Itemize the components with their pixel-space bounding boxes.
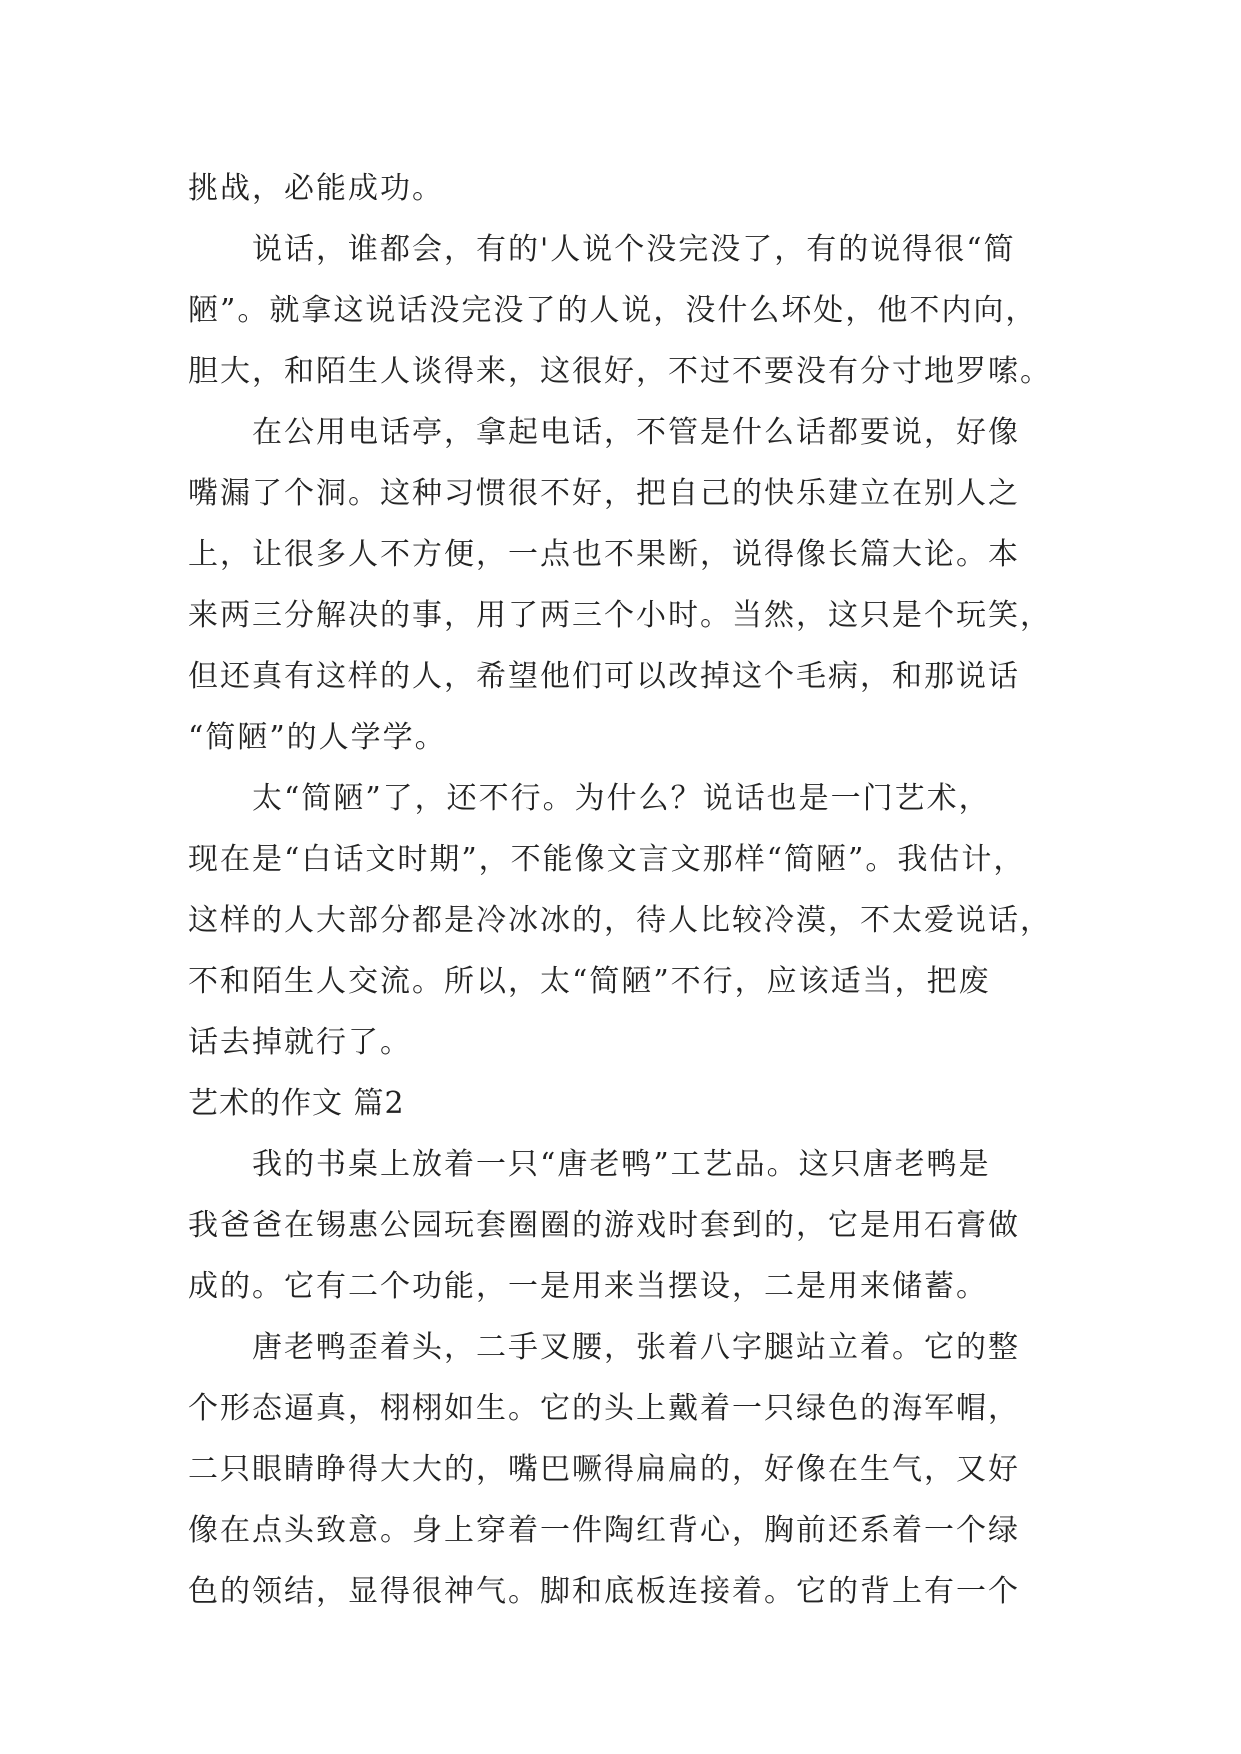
text-line: 我的书桌上放着一只“唐老鸭”工艺品。这只唐老鸭是 xyxy=(252,1147,991,1182)
text-line: 唐老鸭歪着头，二手叉腰，张着八字腿站立着。它的整 xyxy=(252,1330,1020,1365)
text-line: 上，让很多人不方便，一点也不果断，说得像长篇大论。本 xyxy=(188,537,1020,572)
text-line: 像在点头致意。身上穿着一件陶红背心，胸前还系着一个绿 xyxy=(188,1513,1020,1548)
text-line: 色的领结，显得很神气。脚和底板连接着。它的背上有一个 xyxy=(188,1574,1020,1609)
text-line: 不和陌生人交流。所以，太“简陋”不行，应该适当，把废 xyxy=(188,964,991,999)
text-line: 成的。它有二个功能，一是用来当摆设，二是用来储蓄。 xyxy=(188,1269,988,1304)
text-line: 二只眼睛睁得大大的，嘴巴噘得扁扁的，好像在生气，又好 xyxy=(188,1452,1020,1487)
text-line: 但还真有这样的人，希望他们可以改掉这个毛病，和那说话 xyxy=(188,659,1020,694)
text-line: 现在是“白话文时期”，不能像文言文那样“简陋”。我估计， xyxy=(188,842,1026,877)
text-line: 陋”。就拿这说话没完没了的人说，没什么坏处，他不内向， xyxy=(188,293,1038,328)
text-line: 挑战，必能成功。 xyxy=(188,171,444,206)
text-line: 嘴漏了个洞。这种习惯很不好，把自己的快乐建立在别人之 xyxy=(188,476,1020,511)
document-body xyxy=(188,158,1060,1622)
text-line: 我爸爸在锡惠公园玩套圈圈的游戏时套到的，它是用石膏做 xyxy=(188,1208,1020,1243)
text-line: 胆大，和陌生人谈得来，这很好，不过不要没有分寸地罗嗦。 xyxy=(188,354,1052,389)
text-line: “简陋”的人学学。 xyxy=(188,720,447,755)
text-line: 话去掉就行了。 xyxy=(188,1025,412,1060)
text-line: 说话，谁都会，有的'人说个没完没了，有的说得很“简 xyxy=(252,232,1016,267)
section-heading: 艺术的作文 篇2 xyxy=(188,1086,405,1121)
text-line: 个形态逼真，栩栩如生。它的头上戴着一只绿色的海军帽， xyxy=(188,1391,1020,1426)
text-line: 来两三分解决的事，用了两三个小时。当然，这只是个玩笑， xyxy=(188,598,1052,633)
text-line: 在公用电话亭，拿起电话，不管是什么话都要说，好像 xyxy=(252,415,1020,450)
text-line: 这样的人大部分都是冷冰冰的，待人比较冷漠，不太爱说话， xyxy=(188,903,1052,938)
text-line: 太“简陋”了，还不行。为什么？说话也是一门艺术， xyxy=(252,781,991,816)
